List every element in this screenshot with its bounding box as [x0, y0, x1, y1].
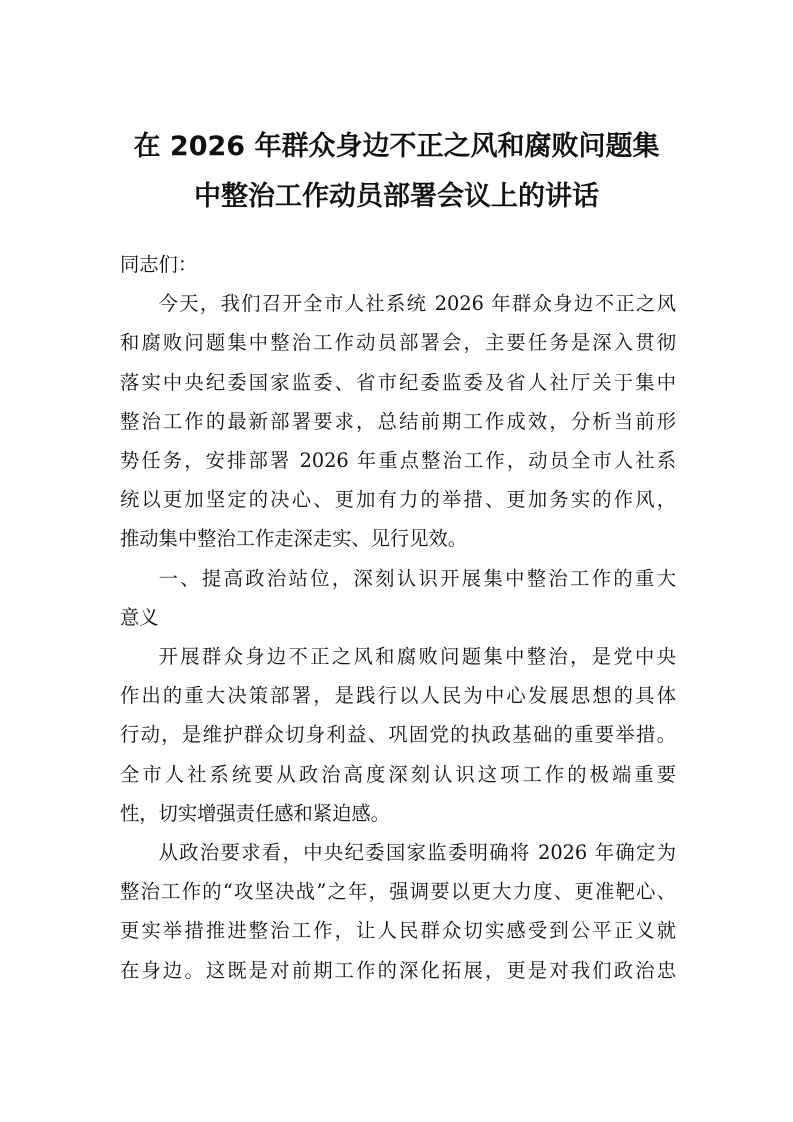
paragraph-line: 从政治要求看，中央纪委国家监委明确将 2026 年确定为	[158, 841, 676, 865]
paragraph-line: 更实举措推进整治工作，让人民群众切实感受到公平正义就	[120, 919, 676, 943]
paragraph-line: 整治工作的“攻坚决战”之年，强调要以更大力度、更准靶心、	[120, 880, 676, 904]
heading-line: 意义	[120, 605, 159, 629]
paragraph-line: 性，切实增强责任感和紧迫感。	[120, 801, 390, 825]
paragraph-line: 统以更加坚定的决心、更加有力的举措、更加务实的作风，	[120, 488, 676, 512]
section-heading-1	[120, 559, 676, 637]
paragraph-line: 开展群众身边不正之风和腐败问题集中整治，是党中央	[158, 645, 676, 669]
document-body	[120, 245, 676, 990]
paragraph-line: 全市人社系统要从政治高度深刻认识这项工作的极端重要	[120, 762, 676, 786]
paragraph-political-requirements	[120, 833, 676, 990]
paragraph-line: 在身边。这既是对前期工作的深化拓展，更是对我们政治忠	[120, 958, 676, 982]
paragraph-line: 作出的重大决策部署，是践行以人民为中心发展思想的具体	[120, 684, 676, 708]
title-line-1: 在 2026 年群众身边不正之风和腐败问题集	[133, 131, 660, 162]
paragraph-significance	[120, 637, 676, 833]
paragraph-line: 势任务，安排部署 2026 年重点整治工作，动员全市人社系	[120, 449, 676, 473]
paragraph-line: 整治工作的最新部署要求，总结前期工作成效，分析当前形	[120, 409, 676, 433]
paragraph-line: 和腐败问题集中整治工作动员部署会，主要任务是深入贯彻	[120, 331, 676, 355]
salutation: 同志们：	[120, 253, 198, 276]
paragraph-line: 行动，是维护群众切身利益、巩固党的执政基础的重要举措。	[120, 723, 676, 747]
paragraph-line: 落实中央纪委国家监委、省市纪委监委及省人社厅关于集中	[120, 370, 676, 394]
paragraph-line: 今天，我们召开全市人社系统 2026 年群众身边不正之风	[158, 292, 676, 316]
title-line-2: 中整治工作动员部署会议上的讲话	[194, 181, 599, 212]
heading-line: 一、提高政治站位，深刻认识开展集中整治工作的重大	[158, 566, 676, 590]
paragraph-intro	[120, 284, 676, 558]
paragraph-line: 推动集中整治工作走深走实、见行见效。	[120, 527, 468, 551]
document-title	[90, 122, 703, 222]
